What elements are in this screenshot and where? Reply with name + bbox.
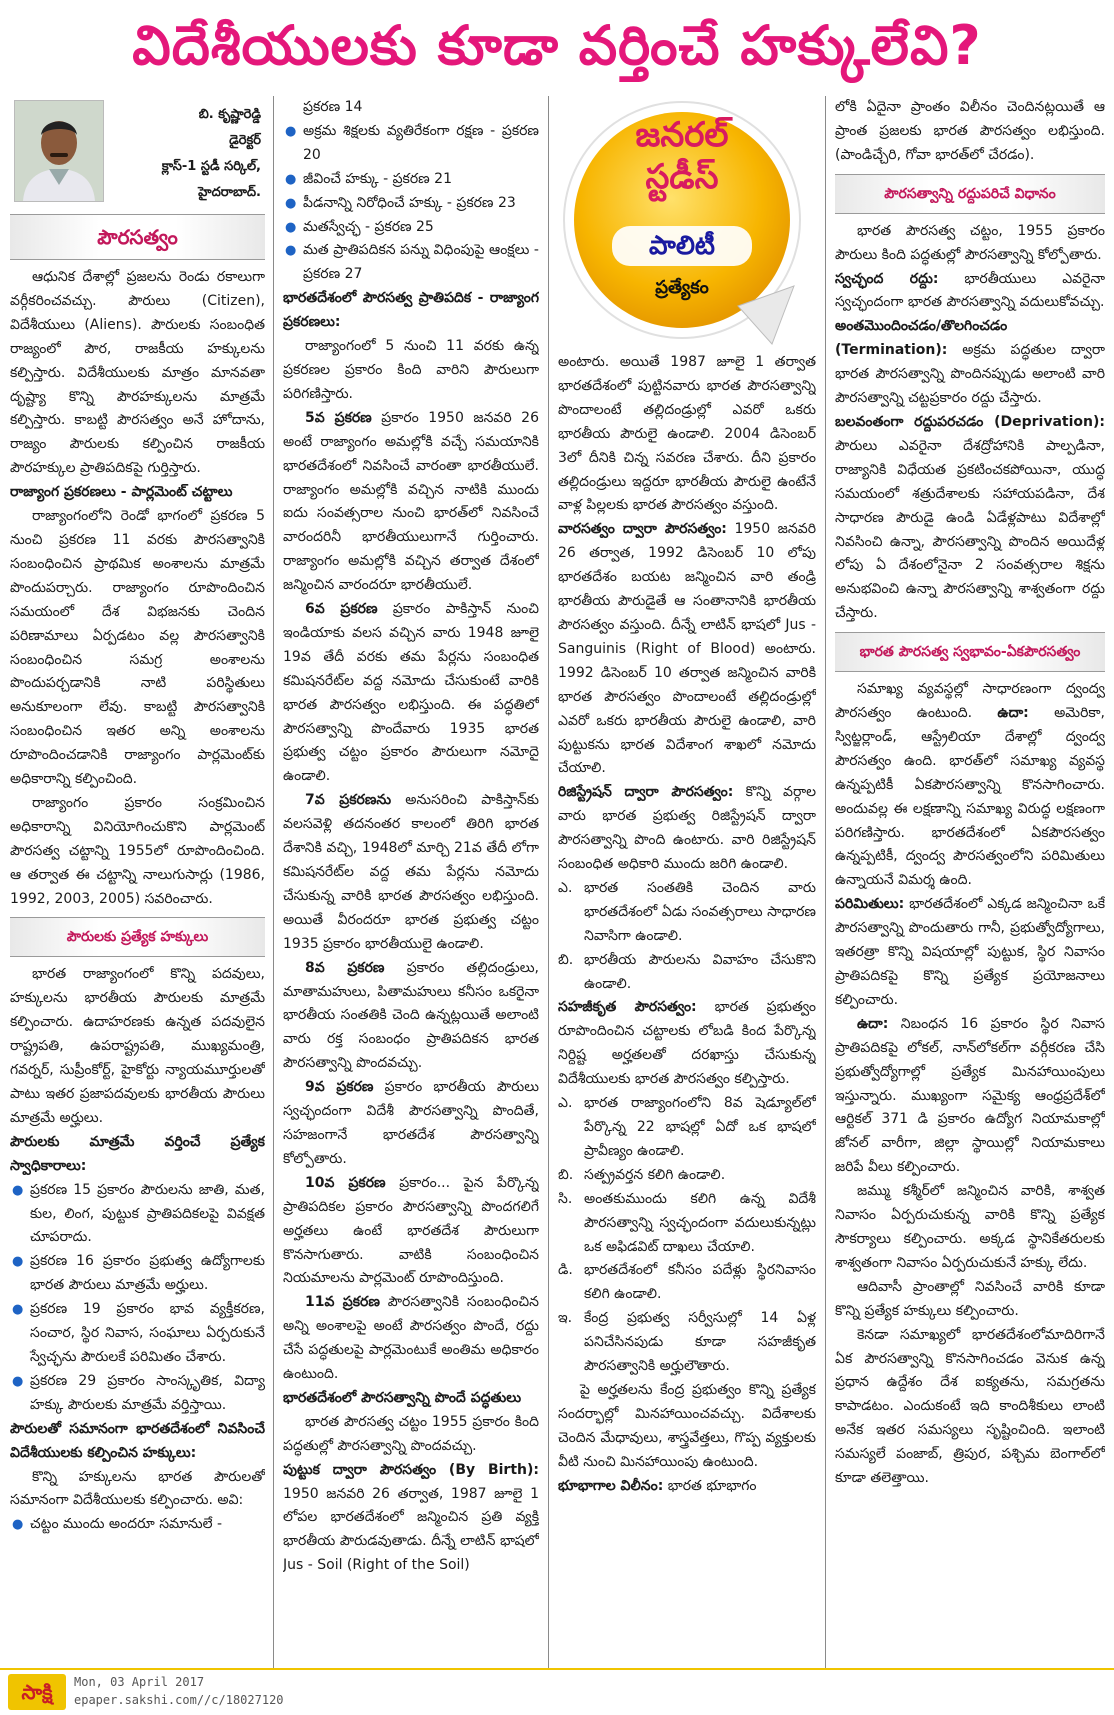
body-text: పౌరులు ఎవరైనా దేశద్రోహానికి పాల్పడినా, రాజ్యానికి విధేయత ప్రకటించకపోయినా, యుద్ధ సమయంలో శత్రుదేశాలకు సహాయపడినా, దేశ సాధారణ పౌరుడై ఉండి ఏడేళ్లపాటు విదేశాల్లో నివసించి ఉన్నా, పౌరసత్వాన్ని పొందిన అయిదేళ్ల లోపు ఏ దేశంలోనైనా 2 సంవత్సరాల శిక్షను అనుభవించి ఉన్నా పౌరసత్వాన్ని శాశ్వతంగా రద్దు చేస్తారు. <box>835 437 1105 622</box>
column-rule <box>825 96 826 1668</box>
body-text: ప్రకారం భారతీయ పౌరులు స్వచ్ఛందంగా విదేశీ పౌరసత్వాన్ని పొందితే, సహజంగానే భారతదేశ పౌరసత్వాన్ని కోల్పోతారు. <box>283 1079 539 1167</box>
list-item: ● మతస్వేచ్ఛ - ప్రకరణ 25 <box>303 216 539 240</box>
paragraph <box>283 1459 539 1579</box>
list-item: ● మత ప్రాతిపదికన పన్ను విధింపుపై ఆంక్షలు - ప్రకరణ 27 <box>303 239 539 287</box>
list-text: భారత సంతతికి చెందిన వారు భారతదేశంలో ఏడు సంవత్సరాలు సాధారణ నివాసిగా ఉండాలి. <box>584 879 816 944</box>
paragraph <box>283 1172 539 1292</box>
column-4 <box>835 96 1105 1668</box>
column-rule <box>273 96 274 1668</box>
footer-url[interactable]: epaper.sakshi.com//c/18027120 <box>74 1693 284 1707</box>
paragraph <box>283 407 539 598</box>
lead-text: స్వచ్ఛంద రద్దు: <box>835 270 939 287</box>
paragraph <box>558 1475 816 1499</box>
list-item: ● ప్రకరణ 29 ప్రకారం సాంస్కృతిక, విద్యా హక్కు పౌరులకు మాత్రమే వర్తిస్తాయి. <box>30 1370 265 1418</box>
section-title: భారత పౌరసత్వ స్వభావం-ఏకపౌరసత్వం <box>835 632 1105 672</box>
subheading: భారతదేశంలో పౌరసత్వ ప్రాతిపదిక - రాజ్యాంగ ప్రకరణలు: <box>283 290 539 331</box>
list-text: భారత రాజ్యాంగంలోని 8వ షెడ్యూల్‌లో పేర్కొన్న 22 భాషల్లో ఏదో ఒక భాషలో ప్రావీణ్యం ఉండాలి. <box>584 1095 816 1159</box>
body-text: 1950 జనవరి 26 తర్వాత, 1987 జూలై 1 లోపల భారతదేశంలో జన్మించిన ప్రతి వ్యక్తి భారతీయ పౌరుడవుతాడు. దీన్నే లాటిన్ భాషలో Jus - Soil (Right of the Soil) <box>283 1485 539 1574</box>
list-letter: ఎ. <box>558 1095 573 1112</box>
paragraph <box>558 996 816 1092</box>
lead-text: 6వ ప్రకరణ <box>305 601 378 618</box>
paragraph: భారత పౌరసత్వ చట్టం, 1955 ప్రకారం పౌరులు కింది పద్ధతుల్లో పౌరసత్వాన్ని కోల్పోతారు. <box>835 222 1105 263</box>
paragraph: ఆదివాసీ ప్రాంతాల్లో నివసించే వారికి కూడా కొన్ని ప్రత్యేక హక్కులు కల్పించారు. <box>835 1278 1105 1319</box>
list-item <box>558 1188 816 1260</box>
lead-text: సహజీకృత పౌరసత్వం: <box>558 999 697 1016</box>
list-item <box>558 1164 816 1188</box>
body-text: నిబంధన 16 ప్రకారం స్థిర నివాస ప్రాతిపదికపై లోకల్, నాన్‌లోకల్‌గా వర్గీకరణ చేసి ప్రభుత్వోద్యోగాల్లో ప్రత్యేక మినహాయింపులు ఇస్తున్నారు. ముఖ్యంగా సమైక్య ఆంధ్రప్రదేశ్‌లో ఆర్టికల్ 371 డి ప్రకారం ఉద్యోగ నియామకాల్లో జోనల్ వారీగా, జిల్లా స్థాయిల్లో నియామకాలు జరిపే వీలు కల్పించారు. <box>835 1015 1105 1176</box>
lead-text: పరిమితులు: <box>835 896 905 913</box>
list-letter: ఇ. <box>558 1310 573 1327</box>
body-text: సమాఖ్య వ్యవస్థల్లో సాధారణంగా ద్వంద్వ పౌరసత్వం ఉంటుంది. <box>835 681 1105 722</box>
list-text: భారతీయ పౌరులను వివాహం చేసుకొని ఉండాలి. <box>584 951 816 992</box>
body-text: ప్రకారం తల్లిదండ్రులు, మాతామహులు, పితామహులు కనీసం ఒకరైనా భారతీయ సంతతికి చెంది ఉన్నట్లయితే అలాంటి వారు రక్త సంబంధం ప్రాతిపదికన భారత పౌరసత్వాన్ని పొందవచ్చు. <box>283 959 539 1072</box>
author-role: డైరెక్టర్ <box>229 133 261 148</box>
paragraph <box>558 518 816 781</box>
section-title: పౌరసత్వం <box>10 214 265 260</box>
paragraph: జమ్ము కశ్మీర్‌లో జన్మించిన వారికి, శాశ్వత నివాసం ఏర్పరుచుకున్న వారికి కొన్ని ప్రత్యేక సౌకర్యాలు కల్పించారు. అక్కడ స్థానికేతరులకు శాశ్వతంగా నివాసం ఏర్పరుచుకునే హక్కు లేదు. <box>835 1183 1105 1271</box>
section-title: పౌరులకు ప్రత్యేక హక్కులు <box>10 917 265 957</box>
list-item: ● ప్రకరణ 15 ప్రకారం పౌరులను జాతి, మత, కుల, లింగ, పుట్టుక ప్రాతిపదికలపై వివక్షత చూపరాదు. <box>30 1179 265 1251</box>
lead-text: 10వ ప్రకరణ <box>305 1174 386 1191</box>
lead-text: పుట్టుక ద్వారా పౌరసత్వం (By Birth): <box>283 1461 539 1478</box>
body-text: ప్రకారం... పైన పేర్కొన్న ప్రాతిపదికల ప్రకారం పౌరసత్వాన్ని పొందగలిగే అర్హతలు ఉంటే భారతదేశ పౌరులుగా కొనసాగుతారు. వాటికి సంబంధించిన నియమాలను పార్లమెంట్ రూపొందిస్తుంది. <box>283 1174 539 1287</box>
paragraph: ఆధునిక దేశాల్లో ప్రజలను రెండు రకాలుగా వర్గీకరించవచ్చు. పౌరులు (Citizen), విదేశీయులు (Aliens). పౌరులకు సంబంధిత రాజ్యంలో పౌర, రాజకీయ హక్కులను కల్పిస్తారు. విదేశీయులకు మాత్రం మానవతా దృష్ట్యా కొన్ని పౌరహక్కులను మాత్రమే కల్పిస్తారు. కాబట్టి పౌరసత్వం అనే హోదాను, రాజ్యం పౌరులకు కల్పించిన రాజకీయ పౌరహక్కుల ప్రాతిపదికపై గుర్తిస్తారు. <box>10 269 265 477</box>
list-letter: సి. <box>558 1190 573 1207</box>
badge-title-line2: స్టడీస్ <box>645 157 719 197</box>
list-letter: బి. <box>558 951 574 968</box>
column-rule <box>548 96 549 1668</box>
list-item <box>558 1092 816 1164</box>
lead-text: 7వ ప్రకరణను <box>305 792 392 809</box>
paragraph <box>283 1291 539 1387</box>
body-text: కొన్ని వర్గాల వారు భారత ప్రభుత్వ రిజిస్ట్రేషన్ ద్వారా పౌరసత్వాన్ని పొంది ఉంటారు. వారి రిజిస్ట్రేషన్ సంబంధిత అధికారి ముందు జరిగి ఉండాలి. <box>558 784 816 873</box>
badge-title-line1: జనరల్ <box>635 115 729 155</box>
numbered-list <box>558 1092 816 1379</box>
headline: విదేశీయులకు కూడా వర్తించే హక్కులేవి? <box>132 14 982 77</box>
paragraph <box>835 411 1105 626</box>
paragraph: లోకి ఏదైనా ప్రాంతం విలీనం చెందినట్లయితే ఆ ప్రాంత ప్రజలకు భారత పౌరసత్వం లభిస్తుంది. (పాండిచ్చేరి, గోవా భారత్‌లో చేరడం). <box>835 99 1105 163</box>
paragraph: ప్రకరణ 14 <box>303 99 363 115</box>
body-text: అమెరికా, స్విట్జర్లాండ్, ఆస్ట్రేలియా దేశాల్లో ద్వంద్వ పౌరసత్వం ఉంది. భారత్‌లో సమాఖ్య వ్యవస్థ ఉన్నప్పటికీ ఏకపౌరసత్వాన్ని కొనసాగించారు. అందువల్ల ఈ లక్షణాన్ని సమాఖ్య విరుద్ధ లక్షణంగా పరిగణిస్తారు. భారతదేశంలో ఏకపౌరసత్వం ఉన్నప్పటికీ, ద్వంద్వ పౌరసత్వంలోని పరిమితులు ఉన్నాయనే విమర్శ ఉంది. <box>835 705 1105 889</box>
paragraph <box>835 315 1105 411</box>
subheading: భారతదేశంలో పౌరసత్వాన్ని పొందే పద్ధతులు <box>283 1389 522 1406</box>
paragraph <box>558 781 816 877</box>
general-studies-badge <box>558 96 816 351</box>
list-item: ● ప్రకరణ 19 ప్రకారం భావ వ్యక్తీకరణ, సంచార, స్థిర నివాస, సంఘాలు ఏర్పరుకునే స్వేచ్ఛను పౌరులకే పరిమితం చేశారు. <box>30 1298 265 1370</box>
lead-text: ఉదా: <box>997 705 1029 722</box>
body-text: 1950 జనవరి 26 తర్వాత, 1992 డిసెంబర్ 10 లోపు భారతదేశం బయట జన్మించిన వారి తండ్రి భారతీయ పౌరుడైతే ఆ సంతానానికి భారతీయ పౌరసత్వం వస్తుంది. దీన్నే లాటిన్ భాషలో Jus - Sanguinis (Right of Blood) అంటారు. 1992 డిసెంబర్ 10 తర్వాత జన్మించిన వారికి భారత పౌరసత్వం పొందాలంటే తల్లిదండ్రుల్లో ఎవరో ఒకరు భారతీయ పౌరులై ఉండాలి, వారి పుట్టుకను భారత విదేశాంగ శాఖలో నమోదు చేయాలి. <box>558 521 816 777</box>
numbered-list <box>558 877 816 997</box>
paragraph: కెనడా సమాఖ్యలో భారతదేశంలోమాదిరిగానే ఏక పౌరసత్వాన్ని కొనసాగించడం వెనుక ఉన్న ప్రధాన ఉద్దేశం దేశ ఐక్యతను, సమగ్రతను కాపాడటం. ఎందుకంటే ఇది కాందిశీకులు లాంటి అనేక ఇతర సమస్యలు సృష్టించింది. ఇలాంటి సమస్యలే పంజాబ్, త్రిపుర, పశ్చిమ బెంగాల్‌లో కూడా తలెత్తాయి. <box>835 1326 1105 1487</box>
body-text: భారత ప్రభుత్వం రూపొందించిన చట్టాలకు లోబడి కింద పేర్కొన్న నిర్దిష్ట అర్హతలతో దరఖాస్తు చేసుకున్న విదేశీయులకు భారత పౌరసత్వం కల్పిస్తారు. <box>558 999 816 1088</box>
list-letter: బి. <box>558 1166 574 1183</box>
lead-text: ఉదా: <box>857 1015 889 1032</box>
paragraph: పై అర్హతలను కేంద్ర ప్రభుత్వం కొన్ని ప్రత్యేక సందర్భాల్లో మినహాయించవచ్చు. విదేశాలకు చెందిన మేధావులు, శాస్త్రవేత్తలు, గొప్ప వ్యక్తులకు వీటి నుంచి మినహాయింపు ఉంటుంది. <box>558 1381 816 1470</box>
footer-date: Mon, 03 April 2017 <box>74 1675 205 1689</box>
list-item: ● అక్రమ శిక్షలకు వ్యతిరేకంగా రక్షణ - ప్రకరణ 20 <box>303 120 539 168</box>
column-2 <box>283 96 539 1668</box>
list-text: కేంద్ర ప్రభుత్వ సర్వీసుల్లో 14 ఏళ్ల పనిచేసినపుడు కూడా సహజీకృత పౌరసత్వానికి అర్హులౌతారు. <box>584 1310 816 1375</box>
lead-text: బలవంతంగా రద్దుపరచడం (Deprivation): <box>835 413 1105 430</box>
subheading: పౌరులకు మాత్రమే వర్తించే ప్రత్యేక స్వాధికారాలు: <box>10 1133 265 1174</box>
list-letter: డి. <box>558 1262 573 1279</box>
paragraph <box>283 957 539 1077</box>
paragraph: రాజ్యాంగంలోని రెండో భాగంలో ప్రకరణ 5 నుంచి ప్రకరణ 11 వరకు పౌరసత్వానికి సంబంధించిన ప్రాథమిక అంశాలను మాత్రమే పొందుపర్చారు. రాజ్యాంగం రూపొందించిన సమయంలో దేశ విభజనకు చెందిన పరిణామాలు ఏర్పడటం వల్ల పౌరసత్వానికి సంబంధించిన సమగ్ర అంశాలను పొందుపర్చడానికి నాటి పరిస్థితులు అనుకూలంగా లేవు. కాబట్టి పౌరసత్వానికి సంబంధించిన ఇతర అన్ని అంశాలను రూపొందించడానికి రాజ్యాంగం పార్లమెంట్‌కు అధికారాన్ని కల్పించింది. <box>10 508 265 788</box>
lead-text: రిజిస్ట్రేషన్ ద్వారా పౌరసత్వం: <box>558 784 734 801</box>
subheading: రాజ్యాంగ ప్రకరణలు - పార్లమెంట్ చట్టాలు <box>10 484 233 501</box>
section-title: పౌరసత్వాన్ని రద్దుపరిచే విధానం <box>835 174 1105 214</box>
list-item <box>558 1259 816 1307</box>
body-text: అనుసరించి పాకిస్తాన్‌కు వలసవెళ్లి తదనంతర కాలంలో తిరిగి భారత దేశానికి వచ్చి, 1948లో మార్చి 21వ తేదీ లోగా కమిషనరేట్‌ల వద్ద తమ పేర్లను నమోదు చేసుకున్న వారికి భారత పౌరసత్వం లభిస్తుంది. అయితే వీరందరూ భారత ప్రభుత్వ చట్టం 1935 ప్రకారం భారతీయులై ఉండాలి. <box>283 792 539 952</box>
lead-text: 5వ ప్రకరణ <box>305 409 372 426</box>
lead-text: వారసత్వం ద్వారా పౌరసత్వం: <box>558 521 727 538</box>
lead-text: భూభాగాల విలీనం: <box>558 1477 664 1494</box>
footer-meta <box>74 1673 284 1709</box>
paragraph <box>283 789 539 956</box>
sakshi-logo[interactable]: సాక్షి <box>8 1674 66 1710</box>
paragraph <box>835 678 1105 893</box>
lead-text: 11వ ప్రకరణ <box>305 1294 380 1311</box>
body-text: ప్రకారం పాకిస్తాన్ నుంచి ఇండియాకు వలస వచ్చిన వారు 1948 జూలై 19వ తేదీ వరకు తమ పేర్లను సంబంధిత కమిషనరేట్‌ల వద్ద నమోదు చేసుకుంటే వారికి భారత పౌరసత్వం లభిస్తుంది. ఈ పద్ధతిలో పౌరసత్వాన్ని పొందేవారు 1935 భారత ప్రభుత్వ చట్టం ప్రకారం పౌరులుగా నమోదై ఉండాలి. <box>283 601 539 785</box>
paragraph: భారత పౌరసత్వ చట్టం 1955 ప్రకారం కింది పద్ధతుల్లో పౌరసత్వాన్ని పొందవచ్చు. <box>283 1413 539 1454</box>
body-text: ప్రకారం 1950 జనవరి 26 అంటే రాజ్యాంగం అమల్లోకి వచ్చే సమయానికి భారతదేశంలో నివసించే వారంతా భారతీయులే. రాజ్యాంగం అమల్లోకి వచ్చిన నాటికి ముందు ఐదు సంవత్సరాల నుంచి భారత్‌లో నివసించే వారందరినీ భారతీయులుగానే గుర్తించారు. రాజ్యాంగం అమల్లోకి వచ్చిన తర్వాత దేశంలో జన్మించిన వారందరూ భారతీయులే. <box>283 409 539 594</box>
list-item: ● ప్రకరణ 16 ప్రకారం ప్రభుత్వ ఉద్యోగాలకు భారత పౌరులు మాత్రమే అర్హులు. <box>30 1250 265 1298</box>
list-item: ● జీవించే హక్కు - ప్రకరణ 21 <box>303 168 539 192</box>
bullet-list <box>10 1513 265 1537</box>
list-letter: ఎ. <box>558 879 573 896</box>
paragraph <box>835 268 1105 316</box>
paragraph: రాజ్యాంగం ప్రకారం సంక్రమించిన అధికారాన్ని వినియోగించుకొని పార్లమెంట్ పౌరసత్వ చట్టాన్ని 1955లో రూపొందించింది. ఆ తర్వాత ఈ చట్టాన్ని నాలుగుసార్లు (1986, 1992, 2003, 2005) సవరించారు. <box>10 794 265 907</box>
body-text: భారతదేశంలో ఎక్కడ జన్మించినా ఒకే పౌరసత్వాన్ని పొందుతారు గానీ, ప్రభుత్వోద్యోగాలు, ఇతరత్రా కొన్ని విషయాల్లో పుట్టుక, స్థిర నివాసం ప్రాతిపదికపై కొన్ని ప్రత్యేక ప్రయోజనాలు కల్పించారు. <box>835 896 1105 1008</box>
paragraph: కొన్ని హక్కులను భారత పౌరులతో సమానంగా విదేశీయులకు కల్పించారు. అవి: <box>10 1468 265 1509</box>
column-1 <box>10 96 265 1668</box>
author-org: క్లాస్-1 స్టడీ సర్కిల్, <box>161 159 261 174</box>
badge-special: ప్రత్యేకం <box>655 277 709 298</box>
footer-bar <box>0 1668 1114 1715</box>
bullet-list <box>283 120 539 287</box>
list-item <box>558 949 816 997</box>
author-city: హైదరాబాద్. <box>198 185 261 200</box>
column-3 <box>558 96 816 1668</box>
body-text: అక్రమ పద్ధతుల ద్వారా భారత పౌరసత్వాన్ని పొందినప్పుడు అలాంటి వారి పౌరసత్వాన్ని చట్టప్రకారం రద్దు చేస్తారు. <box>835 342 1105 407</box>
body-text: భారత భూభాగం <box>667 1477 757 1494</box>
paragraph <box>835 893 1105 1013</box>
body-text: పౌరసత్వానికి సంబంధించిన అన్ని అంశాలపై అంటే పౌరసత్వం పొందే, రద్దు చేసే పద్ధతులపై పార్లమెంటుకే అంతిమ అధికారం ఉంటుంది. <box>283 1294 539 1383</box>
subheading: పౌరులతో సమానంగా భారతదేశంలో నివసించే విదేశీయులకు కల్పించిన హక్కులు: <box>10 1420 265 1461</box>
list-text: అంతకుముందు కలిగి ఉన్న విదేశీ పౌరసత్వాన్ని స్వచ్ఛందంగా వదులుకున్నట్లు ఒక అఫిడవిట్ దాఖలు చేయాలి. <box>584 1190 816 1255</box>
list-item: ● పీడనాన్ని నిరోధించే హక్కు - ప్రకరణ 23 <box>303 192 539 216</box>
list-item <box>558 1307 816 1379</box>
list-item <box>558 877 816 949</box>
lead-text: 9వ ప్రకరణ <box>305 1079 374 1096</box>
paragraph: భారత రాజ్యాంగంలో కొన్ని పదవులు, హక్కులను భారతీయ పౌరులకు మాత్రమే కల్పించారు. ఉదాహరణకు ఉన్నత పదవులైన రాష్ట్రపతి, ఉపరాష్ట్రపతి, ముఖ్యమంత్రి, గవర్నర్, సుప్రీంకోర్ట్, హైకోర్టు న్యాయమూర్తులతో పాటు ఇతర ప్రజాపదవులకు భారతీయ పౌరులు మాత్రమే అర్హులు. <box>10 966 265 1126</box>
paragraph <box>283 598 539 789</box>
paragraph <box>283 1076 539 1172</box>
badge-subject: పాలిటీ <box>649 231 715 261</box>
paragraph: అంటారు. అయితే 1987 జూలై 1 తర్వాత భారతదేశంలో పుట్టినవారు భారత పౌరసత్వాన్ని పొందాలంటే తల్లిదండ్రుల్లో ఎవరో ఒకరు భారతీయ పౌరులై ఉండాలి. 2004 డిసెంబర్ 3లో దీనికి చిన్న సవరణ చేశారు. దీని ప్రకారం తల్లిదండ్రులు ఇద్దరూ భారతీయ పౌరులై ఉంటేనే వాళ్ల పిల్లలకు భారత పౌరసత్వం వస్తుంది. <box>558 354 816 514</box>
paragraph <box>835 1013 1105 1180</box>
badge-title <box>558 114 806 198</box>
list-item: ● చట్టం ముందు అందరూ సమానులే - <box>30 1513 265 1537</box>
lead-text: అంతమొందించడం/తొలగించడం (Termination): <box>835 318 1008 359</box>
author-name: బి. కృష్ణారెడ్డి <box>198 107 261 122</box>
list-text: భారతదేశంలో కనీసం పదేళ్లు స్థిరనివాసం కలిగి ఉండాలి. <box>584 1262 816 1303</box>
body-text: భారతీయులు ఎవరైనా స్వచ్ఛందంగా భారత పౌరసత్వాన్ని వదులుకోవచ్చు. <box>835 270 1105 311</box>
author-box <box>10 96 265 204</box>
paragraph: రాజ్యాంగంలో 5 నుంచి 11 వరకు ఉన్న ప్రకరణల ప్రకారం కింది వారిని పౌరులుగా పరిగణిస్తారు. <box>283 338 539 402</box>
lead-text: 8వ ప్రకరణ <box>305 959 385 976</box>
bullet-list <box>10 1179 265 1418</box>
list-text: సత్ప్రవర్తన కలిగి ఉండాలి. <box>584 1166 726 1183</box>
